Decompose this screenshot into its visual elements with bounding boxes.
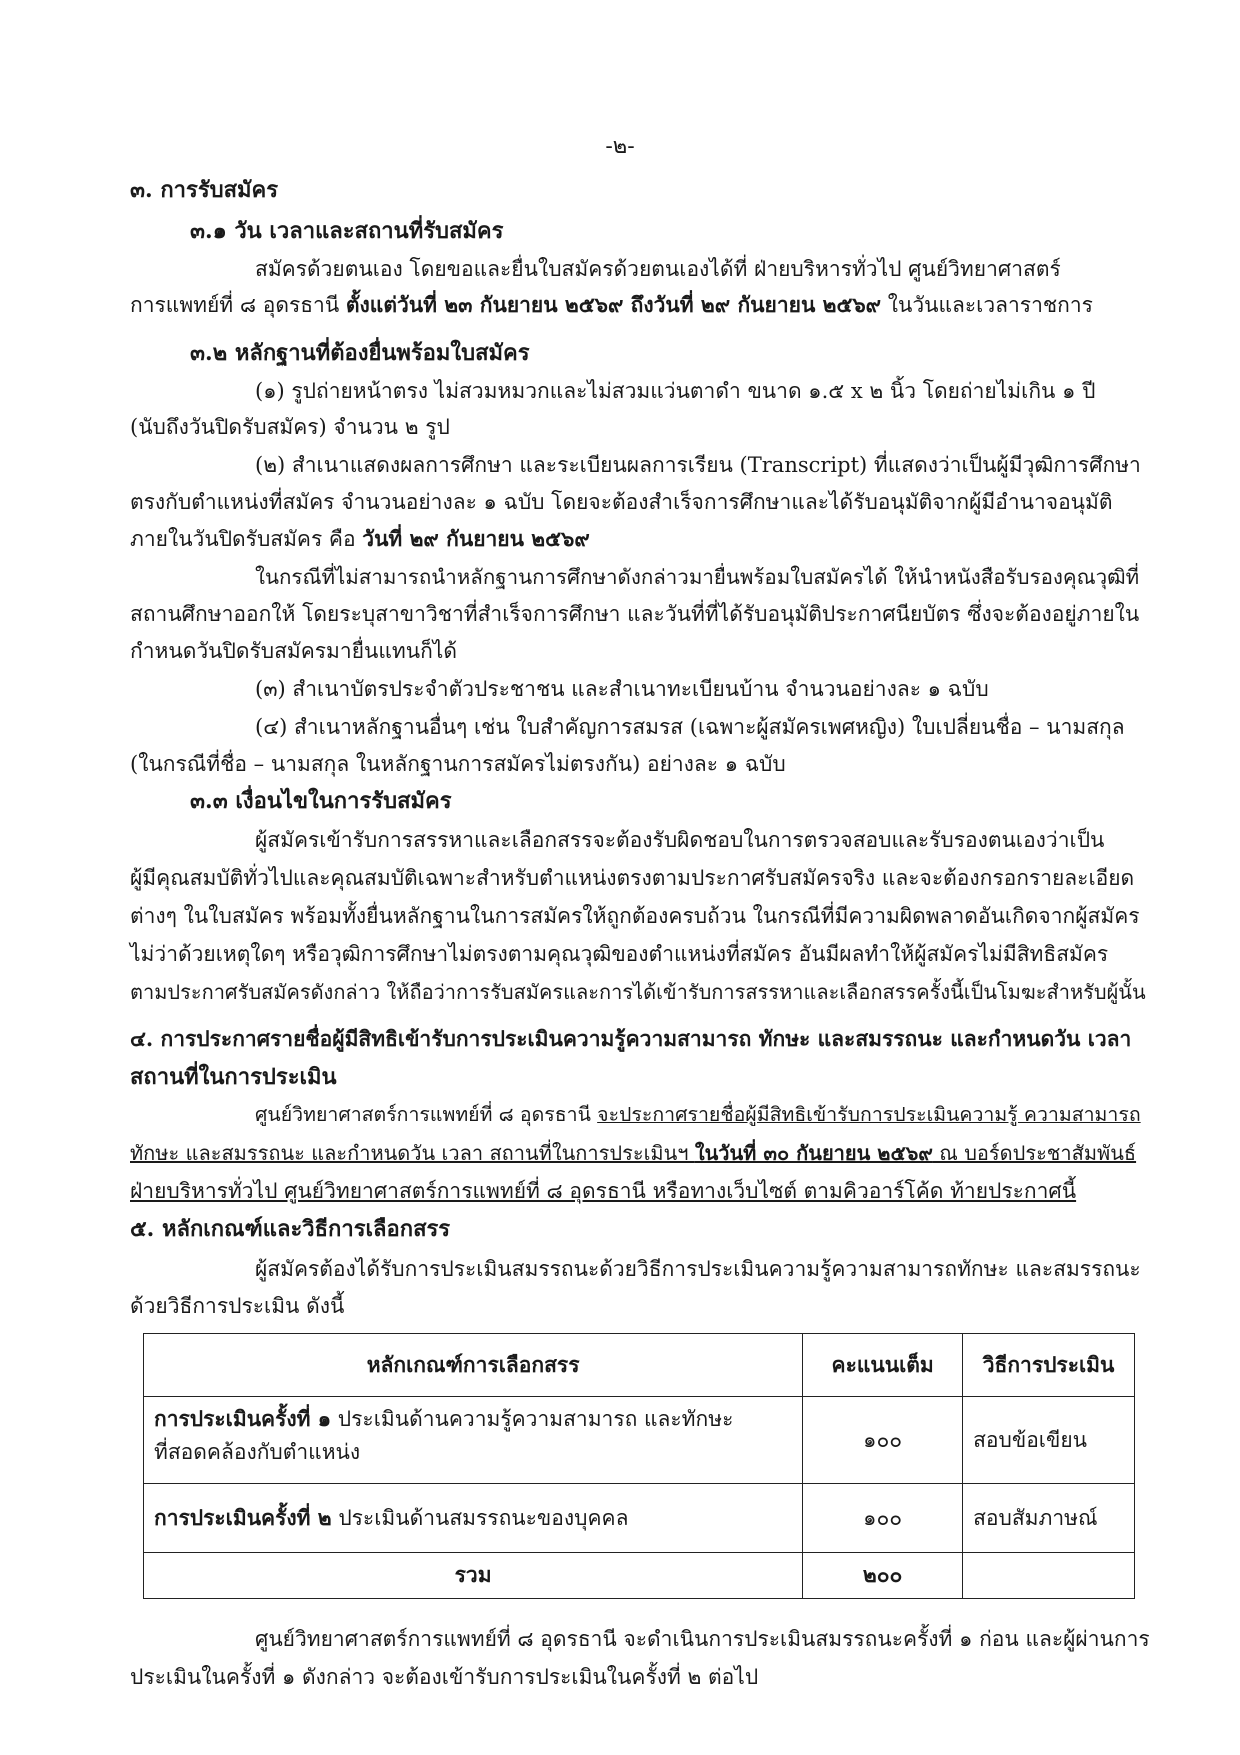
section-3-3-line: ตามประกาศรับสมัครดังกล่าว ให้ถือว่าการรับสมัครและการได้เข้ารับการสรรหาและเลือกสรรครั้งนี้เป็นโมฆะสำหรับผู้นั้น	[130, 980, 1146, 1004]
text-span: การแพทย์ที่ ๘ อุดรธานี	[130, 293, 346, 317]
table-total-row	[144, 1553, 1135, 1599]
section-5-line: ผู้สมัครต้องได้รับการประเมินสมรรถนะด้วยวิธีการประเมินความรู้ความสามารถทักษะ และสมรรถนะ	[255, 1257, 1141, 1281]
selection-criteria-table	[143, 1333, 1135, 1599]
section-3-3-line: ไม่ว่าด้วยเหตุใดๆ หรือวุฒิการศึกษาไม่ตรงตามคุณวุฒิของตำแหน่งที่สมัคร อันมีผลทำให้ผู้สมัครไม่มีสิทธิสมัคร	[130, 942, 1109, 966]
section-3-1-heading: ๓.๑ วัน เวลาและสถานที่รับสมัคร	[190, 218, 504, 244]
text-span: ศูนย์วิทยาศาสตร์การแพทย์ที่ ๘ อุดรธานี	[255, 1103, 598, 1126]
text-span: ทักษะ และสมรรถนะ และกำหนดวัน เวลา สถานที่ในการประเมินฯ	[130, 1141, 695, 1165]
empty-cell	[963, 1553, 1135, 1599]
underlined-text: จะประกาศรายชื่อผู้มีสิทธิเข้ารับการประเมินความรู้ ความสามารถ	[597, 1103, 1141, 1126]
text-span: ภายในวันปิดรับสมัคร คือ	[130, 527, 363, 551]
section-3-3-line: ต่างๆ ในใบสมัคร พร้อมทั้งยื่นหลักฐานในการสมัครให้ถูกต้องครบถ้วน ในกรณีที่มีความผิดพลาดอันเกิดจากผู้สมัคร	[130, 904, 1140, 928]
table-header: วิธีการประเมิน	[963, 1334, 1135, 1397]
section-3-2-item-2: (๒) สำเนาแสดงผลการศึกษา และระเบียนผลการเรียน (Transcript) ที่แสดงว่าเป็นผู้มีวุฒิการศึกษา	[255, 453, 1141, 477]
section-4-heading: ๔. การประกาศรายชื่อผู้มีสิทธิเข้ารับการประเมินความรู้ความสามารถ ทักษะ และสมรรถนะ และกำหนดวัน เวลา	[130, 1026, 1132, 1051]
total-label: รวม	[144, 1553, 803, 1599]
table-row	[144, 1397, 1135, 1484]
section-3-3-line: ผู้มีคุณสมบัติทั่วไปและคุณสมบัติเฉพาะสำหรับตำแหน่งตรงตามประกาศรับสมัครจริง และจะต้องกรอกรายละเอียด	[130, 866, 1135, 890]
table-header: หลักเกณฑ์การเลือกสรร	[144, 1334, 803, 1397]
table-header-row	[144, 1334, 1135, 1397]
section-3-heading: ๓. การรับสมัคร	[130, 177, 279, 203]
section-4-line	[130, 1138, 1136, 1168]
section-3-3-line: ผู้สมัครเข้ารับการสรรหาและเลือกสรรจะต้องรับผิดชอบในการตรวจสอบและรับรองตนเองว่าเป็น	[255, 828, 1105, 852]
section-3-2-item-4: (ในกรณีที่ชื่อ – นามสกุล ในหลักฐานการสมัครไม่ตรงกัน) อย่างละ ๑ ฉบับ	[130, 752, 786, 776]
section-3-2-item-2: ตรงกับตำแหน่งที่สมัคร จำนวนอย่างละ ๑ ฉบับ โดยจะต้องสำเร็จการศึกษาและได้รับอนุมัติจากผู้มีอำนาจอนุมัติ	[130, 490, 1113, 514]
table-header: คะแนนเต็ม	[803, 1334, 963, 1397]
section-3-2-note: กำหนดวันปิดรับสมัครมายื่นแทนก็ได้	[130, 639, 457, 663]
section-3-2-item-1: (นับถึงวันปิดรับสมัคร) จำนวน ๒ รูป	[130, 415, 450, 439]
section-3-2-item-3: (๓) สำเนาบัตรประจำตัวประชาชน และสำเนาทะเบียนบ้าน จำนวนอย่างละ ๑ ฉบับ	[255, 677, 989, 701]
section-4-line	[255, 1100, 1141, 1130]
application-dates: ตั้งแต่วันที่ ๒๓ กันยายน ๒๕๖๙ ถึงวันที่ ๒๙ กันยายน ๒๕๖๙	[345, 292, 882, 317]
section-3-3-heading: ๓.๓ เงื่อนไขในการรับสมัคร	[190, 788, 452, 814]
section-4-heading: สถานที่ในการประเมิน	[130, 1064, 337, 1090]
score-cell: ๑๐๐	[803, 1484, 963, 1553]
criteria-text: ประเมินด้านความรู้ความสามารถ และทักษะ	[331, 1407, 734, 1431]
page-number: -๒-	[605, 134, 635, 159]
closing-line: ศูนย์วิทยาศาสตร์การแพทย์ที่ ๘ อุดรธานี จะดำเนินการประเมินสมรรถนะครั้งที่ ๑ ก่อน และผู้ผ่านการ	[255, 1627, 1150, 1651]
criteria-text: ประเมินด้านสมรรถนะของบุคคล	[331, 1505, 629, 1530]
closing-line: ประเมินในครั้งที่ ๑ ดังกล่าว จะต้องเข้ารับการประเมินในครั้งที่ ๒ ต่อไป	[130, 1665, 759, 1689]
section-3-1-line: สมัครด้วยตนเอง โดยขอและยื่นใบสมัครด้วยตนเองได้ที่ ฝ่ายบริหารทั่วไป ศูนย์วิทยาศาสตร์	[255, 257, 1061, 281]
section-3-2-note: ในกรณีที่ไม่สามารถนำหลักฐานการศึกษาดังกล่าวมายื่นพร้อมใบสมัครได้ ให้นำหนังสือรับรองคุณวุฒิที่	[255, 565, 1140, 589]
closing-date: วันที่ ๒๙ กันยายน ๒๕๖๙	[362, 526, 590, 551]
section-3-2-item-1: (๑) รูปถ่ายหน้าตรง ไม่สวมหมวกและไม่สวมแว่นตาดำ ขนาด ๑.๕ x ๒ นิ้ว โดยถ่ายไม่เกิน ๑ ปี	[255, 379, 1096, 403]
criteria-cell	[144, 1397, 803, 1484]
announcement-date: ในวันที่ ๓๐ กันยายน ๒๕๖๙	[694, 1141, 933, 1165]
section-3-2-heading: ๓.๒ หลักฐานที่ต้องยื่นพร้อมใบสมัคร	[190, 340, 530, 366]
criteria-text: ที่สอดคล้องกับตำแหน่ง	[154, 1440, 361, 1464]
table-row	[144, 1484, 1135, 1553]
criteria-cell	[144, 1484, 803, 1553]
text-span: ในวันและเวลาราชการ	[881, 293, 1093, 317]
criteria-bold: การประเมินครั้งที่ ๒	[154, 1504, 332, 1530]
criteria-bold: การประเมินครั้งที่ ๑	[154, 1406, 332, 1431]
section-3-2-item-2	[130, 524, 590, 554]
method-cell: สอบข้อเขียน	[963, 1397, 1135, 1484]
section-4-line: ฝ่ายบริหารทั่วไป ศูนย์วิทยาศาสตร์การแพทย์ที่ ๘ อุดรธานี หรือทางเว็บไซต์ ตามคิวอาร์โค้ด ท้ายประกาศนี้	[130, 1179, 1077, 1203]
method-cell: สอบสัมภาษณ์	[963, 1484, 1135, 1553]
section-3-2-note: สถานศึกษาออกให้ โดยระบุสาขาวิชาที่สำเร็จการศึกษา และวันที่ที่ได้รับอนุมัติประกาศนียบัตร ซึ่งจะต้องอยู่ภายใน	[130, 602, 1140, 626]
section-5-line: ด้วยวิธีการประเมิน ดังนี้	[130, 1294, 345, 1318]
score-cell: ๑๐๐	[803, 1397, 963, 1484]
section-3-2-item-4: (๔) สำเนาหลักฐานอื่นๆ เช่น ใบสำคัญการสมรส (เฉพาะผู้สมัครเพศหญิง) ใบเปลี่ยนชื่อ – นามสกุล	[255, 715, 1125, 739]
section-3-1-line	[130, 290, 1093, 320]
total-score: ๒๐๐	[803, 1553, 963, 1599]
text-span: ณ บอร์ดประชาสัมพันธ์	[932, 1141, 1137, 1165]
section-5-heading: ๕. หลักเกณฑ์และวิธีการเลือกสรร	[130, 1216, 451, 1242]
